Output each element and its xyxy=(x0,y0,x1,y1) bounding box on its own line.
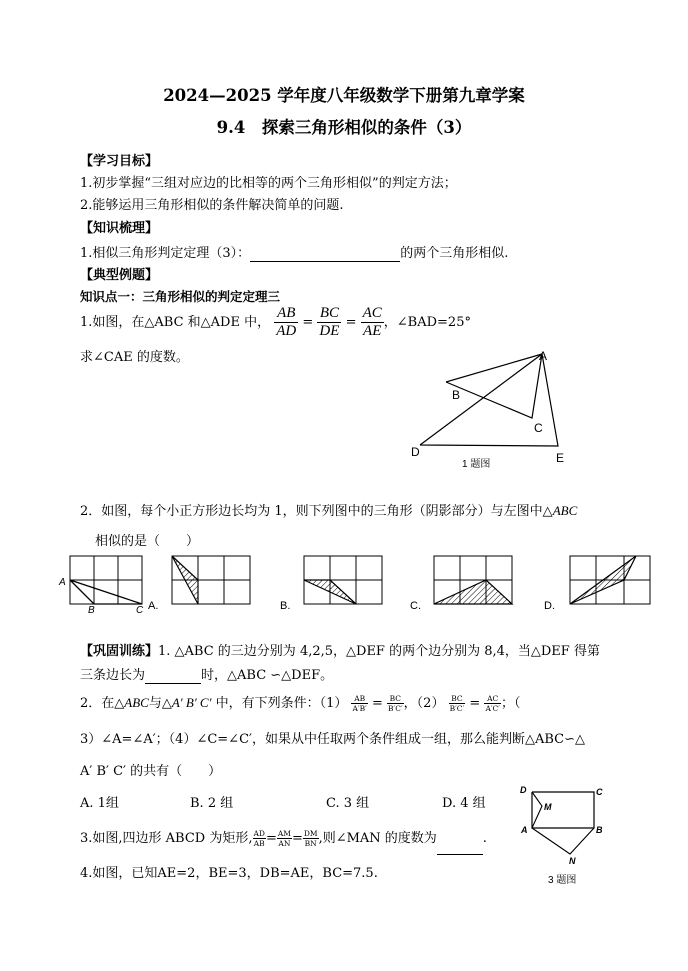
p2-post: 中，有下列条件：（1） xyxy=(211,696,348,711)
label-m: M xyxy=(544,802,552,812)
ratio-bc-de: $\frac{BC}{DE}$ xyxy=(319,305,340,339)
label-e: E xyxy=(556,451,565,465)
practice-2-option-c[interactable]: C. 3 组 xyxy=(326,796,370,811)
practice-2-option-b[interactable]: B. 2 组 xyxy=(190,796,234,811)
label-d: D xyxy=(520,785,527,795)
option-a-grid xyxy=(172,556,290,612)
knowledge-1-prefix: 1.相似三角形判定定理（3）： xyxy=(80,246,251,261)
practice-4: 4.如图，已知AE=2，BE=3，DB=AE，BC=7.5. xyxy=(80,866,378,881)
ref-label-c: C xyxy=(136,605,144,614)
reference-grid xyxy=(58,556,158,614)
p2-pre: 2．在△ xyxy=(80,696,125,711)
lesson-title: 9.4 探索三角形相似的条件（3） xyxy=(216,118,472,137)
ref-label-a: A xyxy=(59,577,66,588)
answer-blank[interactable] xyxy=(145,668,201,684)
label-n: N xyxy=(569,856,576,866)
cond-2-label: ，（2） xyxy=(403,696,445,711)
p1-prefix: 三条边长为 xyxy=(80,668,146,683)
ex1-suffix: ，∠BAD=25° xyxy=(383,315,471,330)
knowledge-point-1: 知识点一：三角形相似的判定定理三 xyxy=(80,289,281,304)
figure-1-caption: 1 题图 xyxy=(462,459,491,470)
figure-3 xyxy=(512,780,612,890)
knowledge-1-suffix: 的两个三角形相似. xyxy=(400,246,509,261)
equals-sign: = xyxy=(345,315,357,330)
example-1-statement xyxy=(80,304,471,342)
section-knowledge: 【知识梳理】 xyxy=(80,221,159,236)
label-b: B xyxy=(596,825,603,835)
p3-post: ,则∠MAN 的度数为 xyxy=(318,831,437,846)
ex2-abc: ABC xyxy=(552,503,578,518)
answer-blank[interactable] xyxy=(437,824,483,855)
option-a-label: A. xyxy=(148,600,159,612)
cond-1-ratio-2: $\frac{BC}{B'C'}$ xyxy=(388,694,403,713)
practice-3 xyxy=(80,824,487,855)
goal-1: 1.初步掌握“三组对应边的比相等的两个三角形相似”的判定方法； xyxy=(80,176,457,191)
ex1-prefix: 1.如图，在△ABC 和△ADE 中， xyxy=(80,315,271,330)
equals-sign: = xyxy=(302,315,314,330)
triangle-abc xyxy=(446,354,542,418)
practice-1-line-2 xyxy=(80,664,333,684)
figure-3-caption: 3 题图 xyxy=(548,875,577,886)
label-c: C xyxy=(596,787,603,797)
practice-2-line-3: A′ B′ C′ 的共有（ ） xyxy=(80,764,222,779)
rectangle-abcd xyxy=(532,792,594,828)
practice-2-option-a[interactable]: A. 1组 xyxy=(80,796,119,811)
section-example: 【典型例题】 xyxy=(80,268,159,283)
example-2-line-2: 相似的是（ ） xyxy=(95,534,200,549)
ex2-text: 2．如图，每个小正方形边长均为 1，则下列图中的三角形（阴影部分）与左图中△ xyxy=(80,504,553,519)
practice-2-option-d[interactable]: D. 4 组 xyxy=(442,796,486,811)
p3-pre: 3.如图,四边形 ABCD 为矩形, xyxy=(80,831,253,846)
p3-ratio-2: $\frac{AM}{AN}$ xyxy=(277,829,291,848)
p2-mid: 与△ xyxy=(148,696,172,711)
p2-end: ；（ xyxy=(501,696,521,711)
p2-abc: ABC xyxy=(124,695,149,710)
p3-ratio-1: $\frac{AD}{AB}$ xyxy=(253,829,265,848)
ratio-ab-ad: $\frac{AB}{AD}$ xyxy=(276,305,297,339)
section-goal: 【学习目标】 xyxy=(80,154,159,169)
section-practice: 【巩固训练】 xyxy=(80,644,159,659)
option-c-grid xyxy=(434,556,555,612)
answer-blank[interactable] xyxy=(250,246,400,262)
ratio-ac-ae: $\frac{AC}{AE}$ xyxy=(362,305,382,339)
cond-1-ratio-1: $\frac{AB}{A'B'}$ xyxy=(352,694,367,713)
cond-2-ratio-1: $\frac{BC}{B'C'}$ xyxy=(449,694,465,713)
label-b: B xyxy=(452,388,461,402)
ref-label-b: B xyxy=(88,605,95,614)
figure-1 xyxy=(400,342,580,472)
example-2-grids xyxy=(56,552,676,614)
practice-2-line-2: 3）∠A=∠A′；（4）∠C=∠C′，如果从中任取两个条件组成一组，那么能判断△ABC∽△ xyxy=(80,732,585,747)
label-d: D xyxy=(411,445,420,459)
practice-1-line-1 xyxy=(80,640,600,659)
knowledge-1 xyxy=(80,242,508,262)
example-1-question: 求∠CAE 的度数。 xyxy=(80,350,189,365)
p1-suffix: 时，△ABC ∽△DEF。 xyxy=(201,668,334,683)
label-a: A xyxy=(539,349,548,363)
equals-sign: = xyxy=(469,696,481,711)
cond-2-ratio-2: $\frac{AC}{A'C'}$ xyxy=(485,694,500,713)
equals-sign: = xyxy=(291,831,303,846)
goal-2: 2.能够运用三角形相似的条件解决简单的问题. xyxy=(80,198,344,213)
practice-2-line-1 xyxy=(80,688,521,719)
label-c: C xyxy=(534,421,543,435)
example-2-line-1 xyxy=(80,500,577,519)
option-b-label: B. xyxy=(280,600,291,612)
label-a: A xyxy=(521,825,528,835)
p2-abc-prime: A′ B′ C′ xyxy=(171,695,212,710)
option-c-label: C. xyxy=(410,600,421,612)
equals-sign: = xyxy=(265,831,277,846)
p3-end: . xyxy=(482,831,487,846)
practice-1-text: 1. △ABC 的三边分别为 4,2,5，△DEF 的两个边分别为 8,4，当△DEF 得第 xyxy=(158,644,600,659)
equals-sign: = xyxy=(371,696,383,711)
p3-ratio-3: $\frac{DM}{BN}$ xyxy=(303,829,318,848)
option-b-grid xyxy=(304,556,421,612)
option-d-grid xyxy=(570,556,650,604)
page-title: 2024—2025 学年度八年级数学下册第九章学案 xyxy=(163,86,525,105)
option-d-label: D. xyxy=(544,600,555,612)
